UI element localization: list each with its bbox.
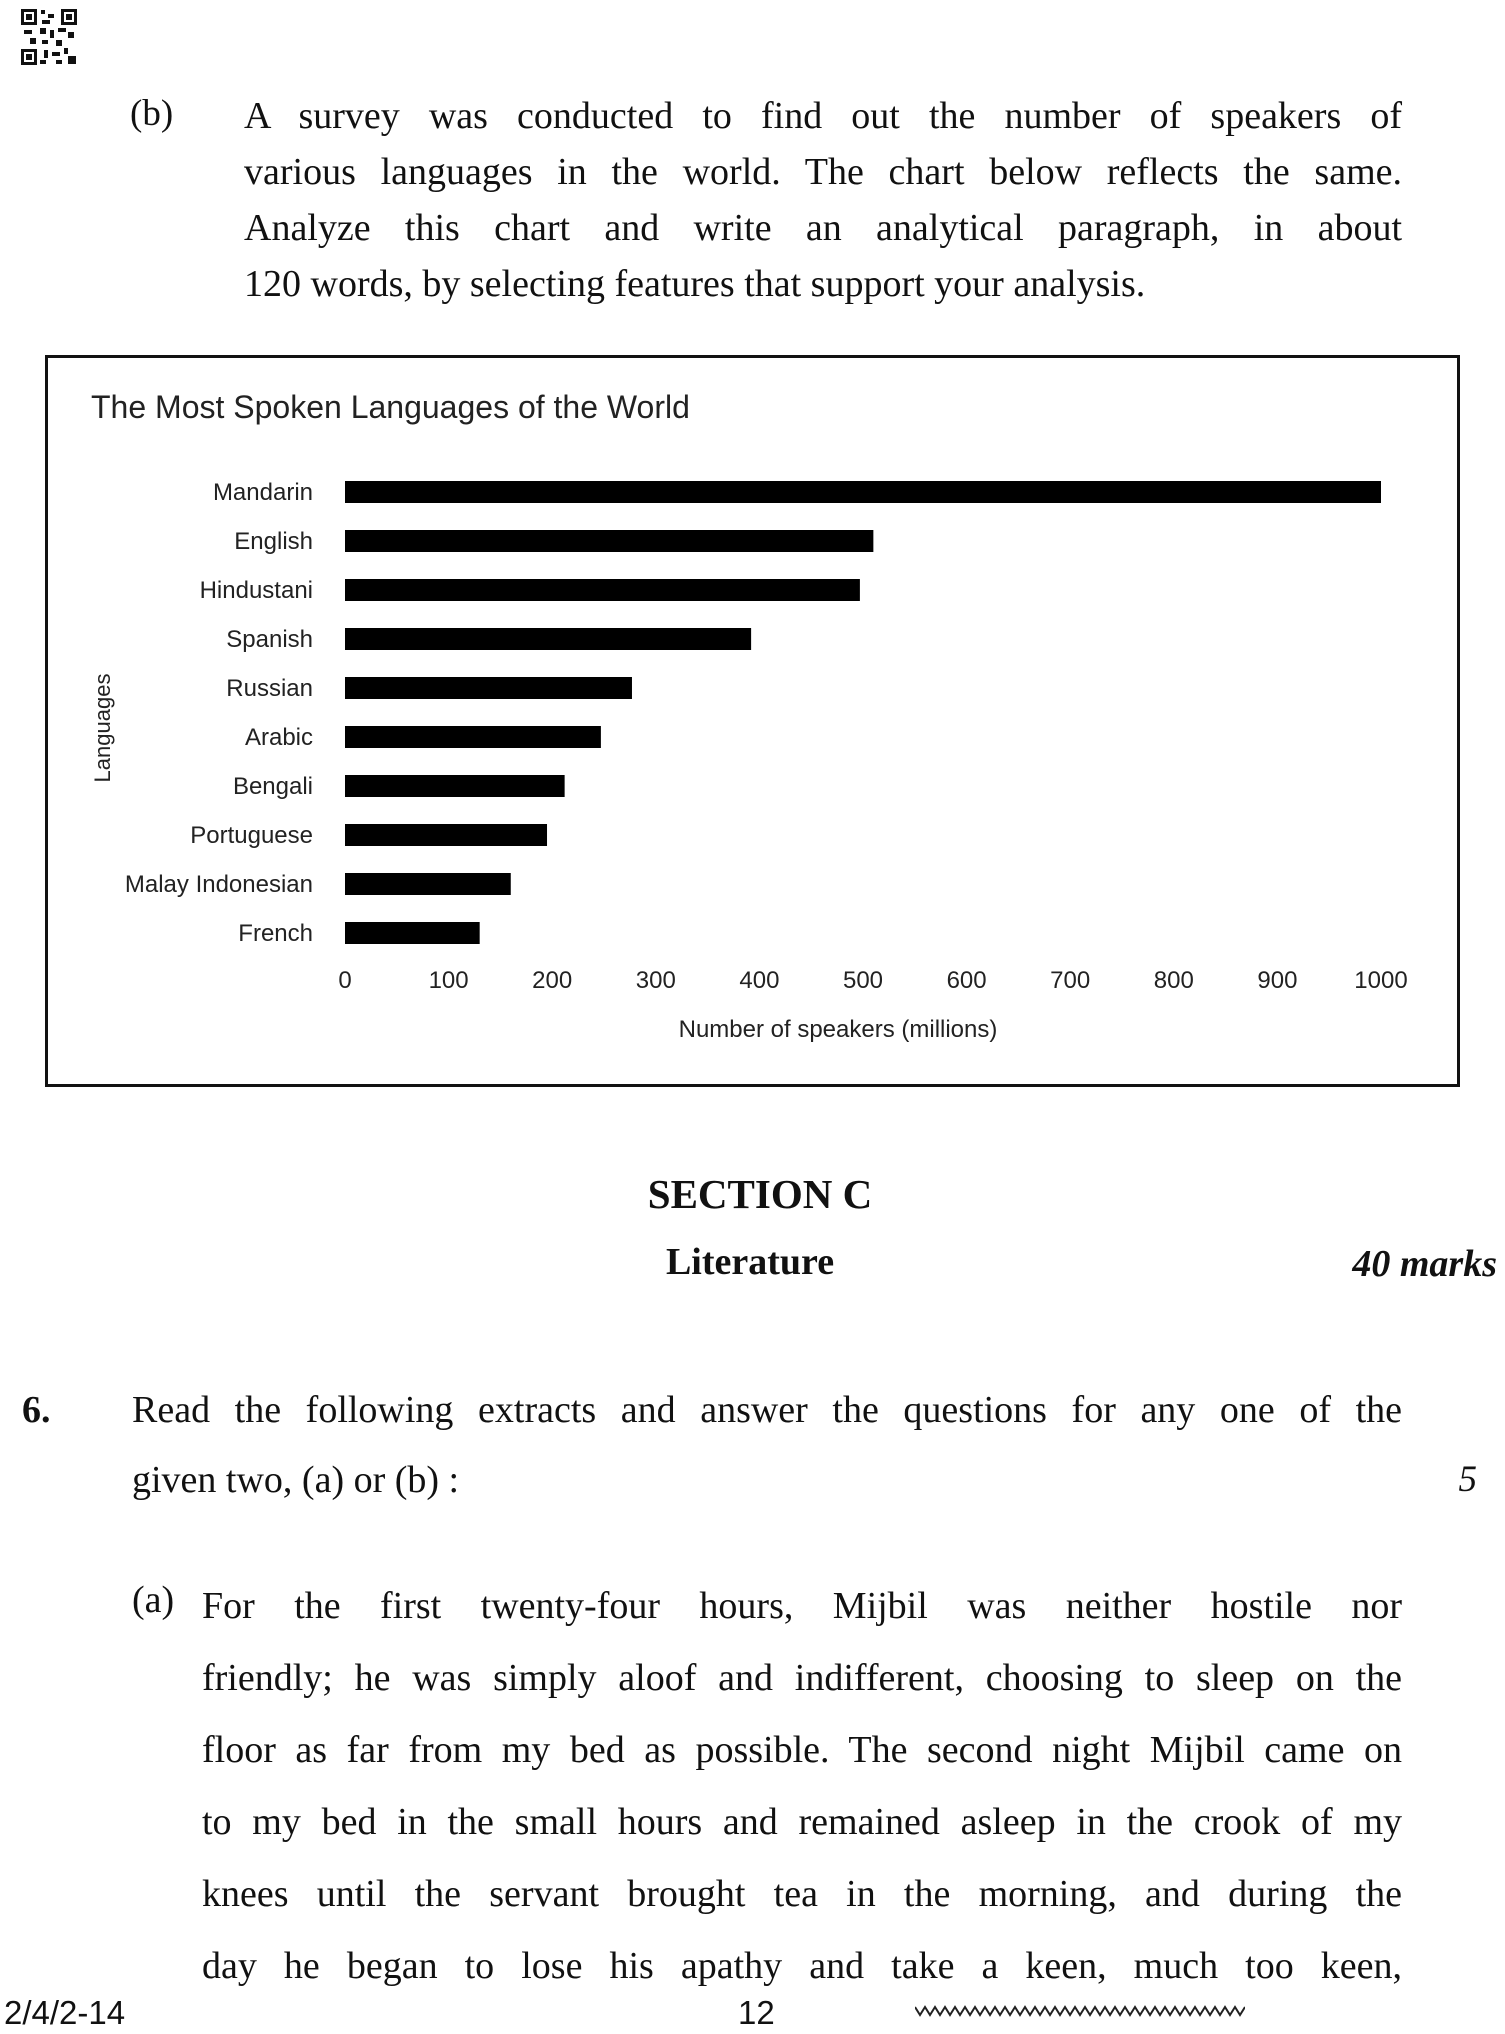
bars-group — [345, 481, 1381, 944]
category-label: English — [234, 528, 313, 555]
category-labels-group — [125, 479, 313, 947]
bar-hindustani — [345, 579, 860, 601]
extract-a-line: knees until the servant brought tea in the morning, and during the — [202, 1873, 1402, 1915]
category-label: Russian — [226, 675, 313, 702]
x-tick-label: 100 — [428, 967, 469, 994]
extract-a-line: floor as far from my bed as possible. The second night Mijbil came on — [202, 1729, 1402, 1771]
section-title: SECTION C — [647, 1171, 873, 1217]
x-tick-label: 300 — [635, 967, 676, 994]
bar-french — [345, 922, 480, 944]
chart-y-axis-label: Languages — [90, 673, 115, 783]
section-marks: 40 marks — [1352, 1243, 1497, 1285]
extract-a-label: (a) — [132, 1579, 175, 1621]
extract-a-line: For the first twenty-four hours, Mijbil was neither hostile nor — [202, 1585, 1402, 1627]
category-label: Malay Indonesian — [124, 871, 313, 898]
question-6-number: 6. — [22, 1389, 51, 1431]
x-tick-label: 700 — [1050, 967, 1091, 994]
x-tick-label: 200 — [532, 967, 573, 994]
category-label: Mandarin — [212, 479, 313, 506]
question-6-marks: 5 — [1458, 1459, 1477, 1500]
bar-portuguese — [345, 824, 547, 846]
qr-code — [20, 8, 78, 66]
question-b-line: 120 words, by selecting features that support your analysis. — [244, 263, 1146, 305]
x-tick-label: 900 — [1257, 967, 1298, 994]
extract-a-line: friendly; he was simply aloof and indifferent, choosing to sleep on the — [202, 1657, 1402, 1699]
question-6-line1: Read the following extracts and answer the questions for any one of the — [132, 1389, 1402, 1431]
section-subtitle: Literature — [665, 1241, 835, 1283]
chart-frame — [45, 355, 1460, 1087]
bar-english — [345, 530, 873, 552]
bar-bengali — [345, 775, 565, 797]
bar-arabic — [345, 726, 601, 748]
category-label: Portuguese — [190, 822, 313, 849]
extract-a-line: to my bed in the small hours and remained asleep in the crook of my — [202, 1801, 1402, 1843]
bar-chart — [48, 358, 1457, 1084]
x-tick-labels-group — [338, 967, 1407, 994]
chart-title: The Most Spoken Languages of the World — [91, 389, 690, 425]
bar-spanish — [345, 628, 751, 650]
bar-russian — [345, 677, 632, 699]
category-label: French — [238, 920, 313, 947]
paper-code: 2/4/2-14 — [4, 1994, 126, 2031]
x-tick-label: 500 — [842, 967, 884, 994]
page-number: 12 — [738, 1994, 775, 2031]
extract-a-line: day he began to lose his apathy and take a keen, much too keen, — [202, 1945, 1402, 1987]
question-b-label: (b) — [130, 93, 174, 134]
category-label: Hindustani — [199, 577, 313, 604]
chart-x-axis-label: Number of speakers (millions) — [678, 1016, 998, 1043]
category-label: Bengali — [232, 773, 313, 800]
bar-mandarin — [345, 481, 1381, 503]
x-tick-label: 800 — [1153, 967, 1194, 994]
x-tick-label: 400 — [739, 967, 780, 994]
x-tick-label: 600 — [946, 967, 987, 994]
question-b-line: various languages in the world. The chart below reflects the same. — [244, 151, 1402, 193]
x-tick-label: 0 — [338, 967, 352, 994]
x-tick-label: 1000 — [1354, 967, 1408, 994]
wavy-line-decoration — [915, 2003, 1245, 2024]
question-b-line: Analyze this chart and write an analytical paragraph, in about — [244, 207, 1402, 249]
bar-malay-indonesian — [345, 873, 511, 895]
question-b-line: A survey was conducted to find out the number of speakers of — [244, 95, 1402, 137]
category-label: Spanish — [226, 626, 313, 653]
extract-a-text — [202, 1570, 1402, 2002]
category-label: Arabic — [244, 724, 313, 751]
question-6-line2: given two, (a) or (b) : — [132, 1459, 460, 1501]
question-b-text — [244, 88, 1402, 312]
